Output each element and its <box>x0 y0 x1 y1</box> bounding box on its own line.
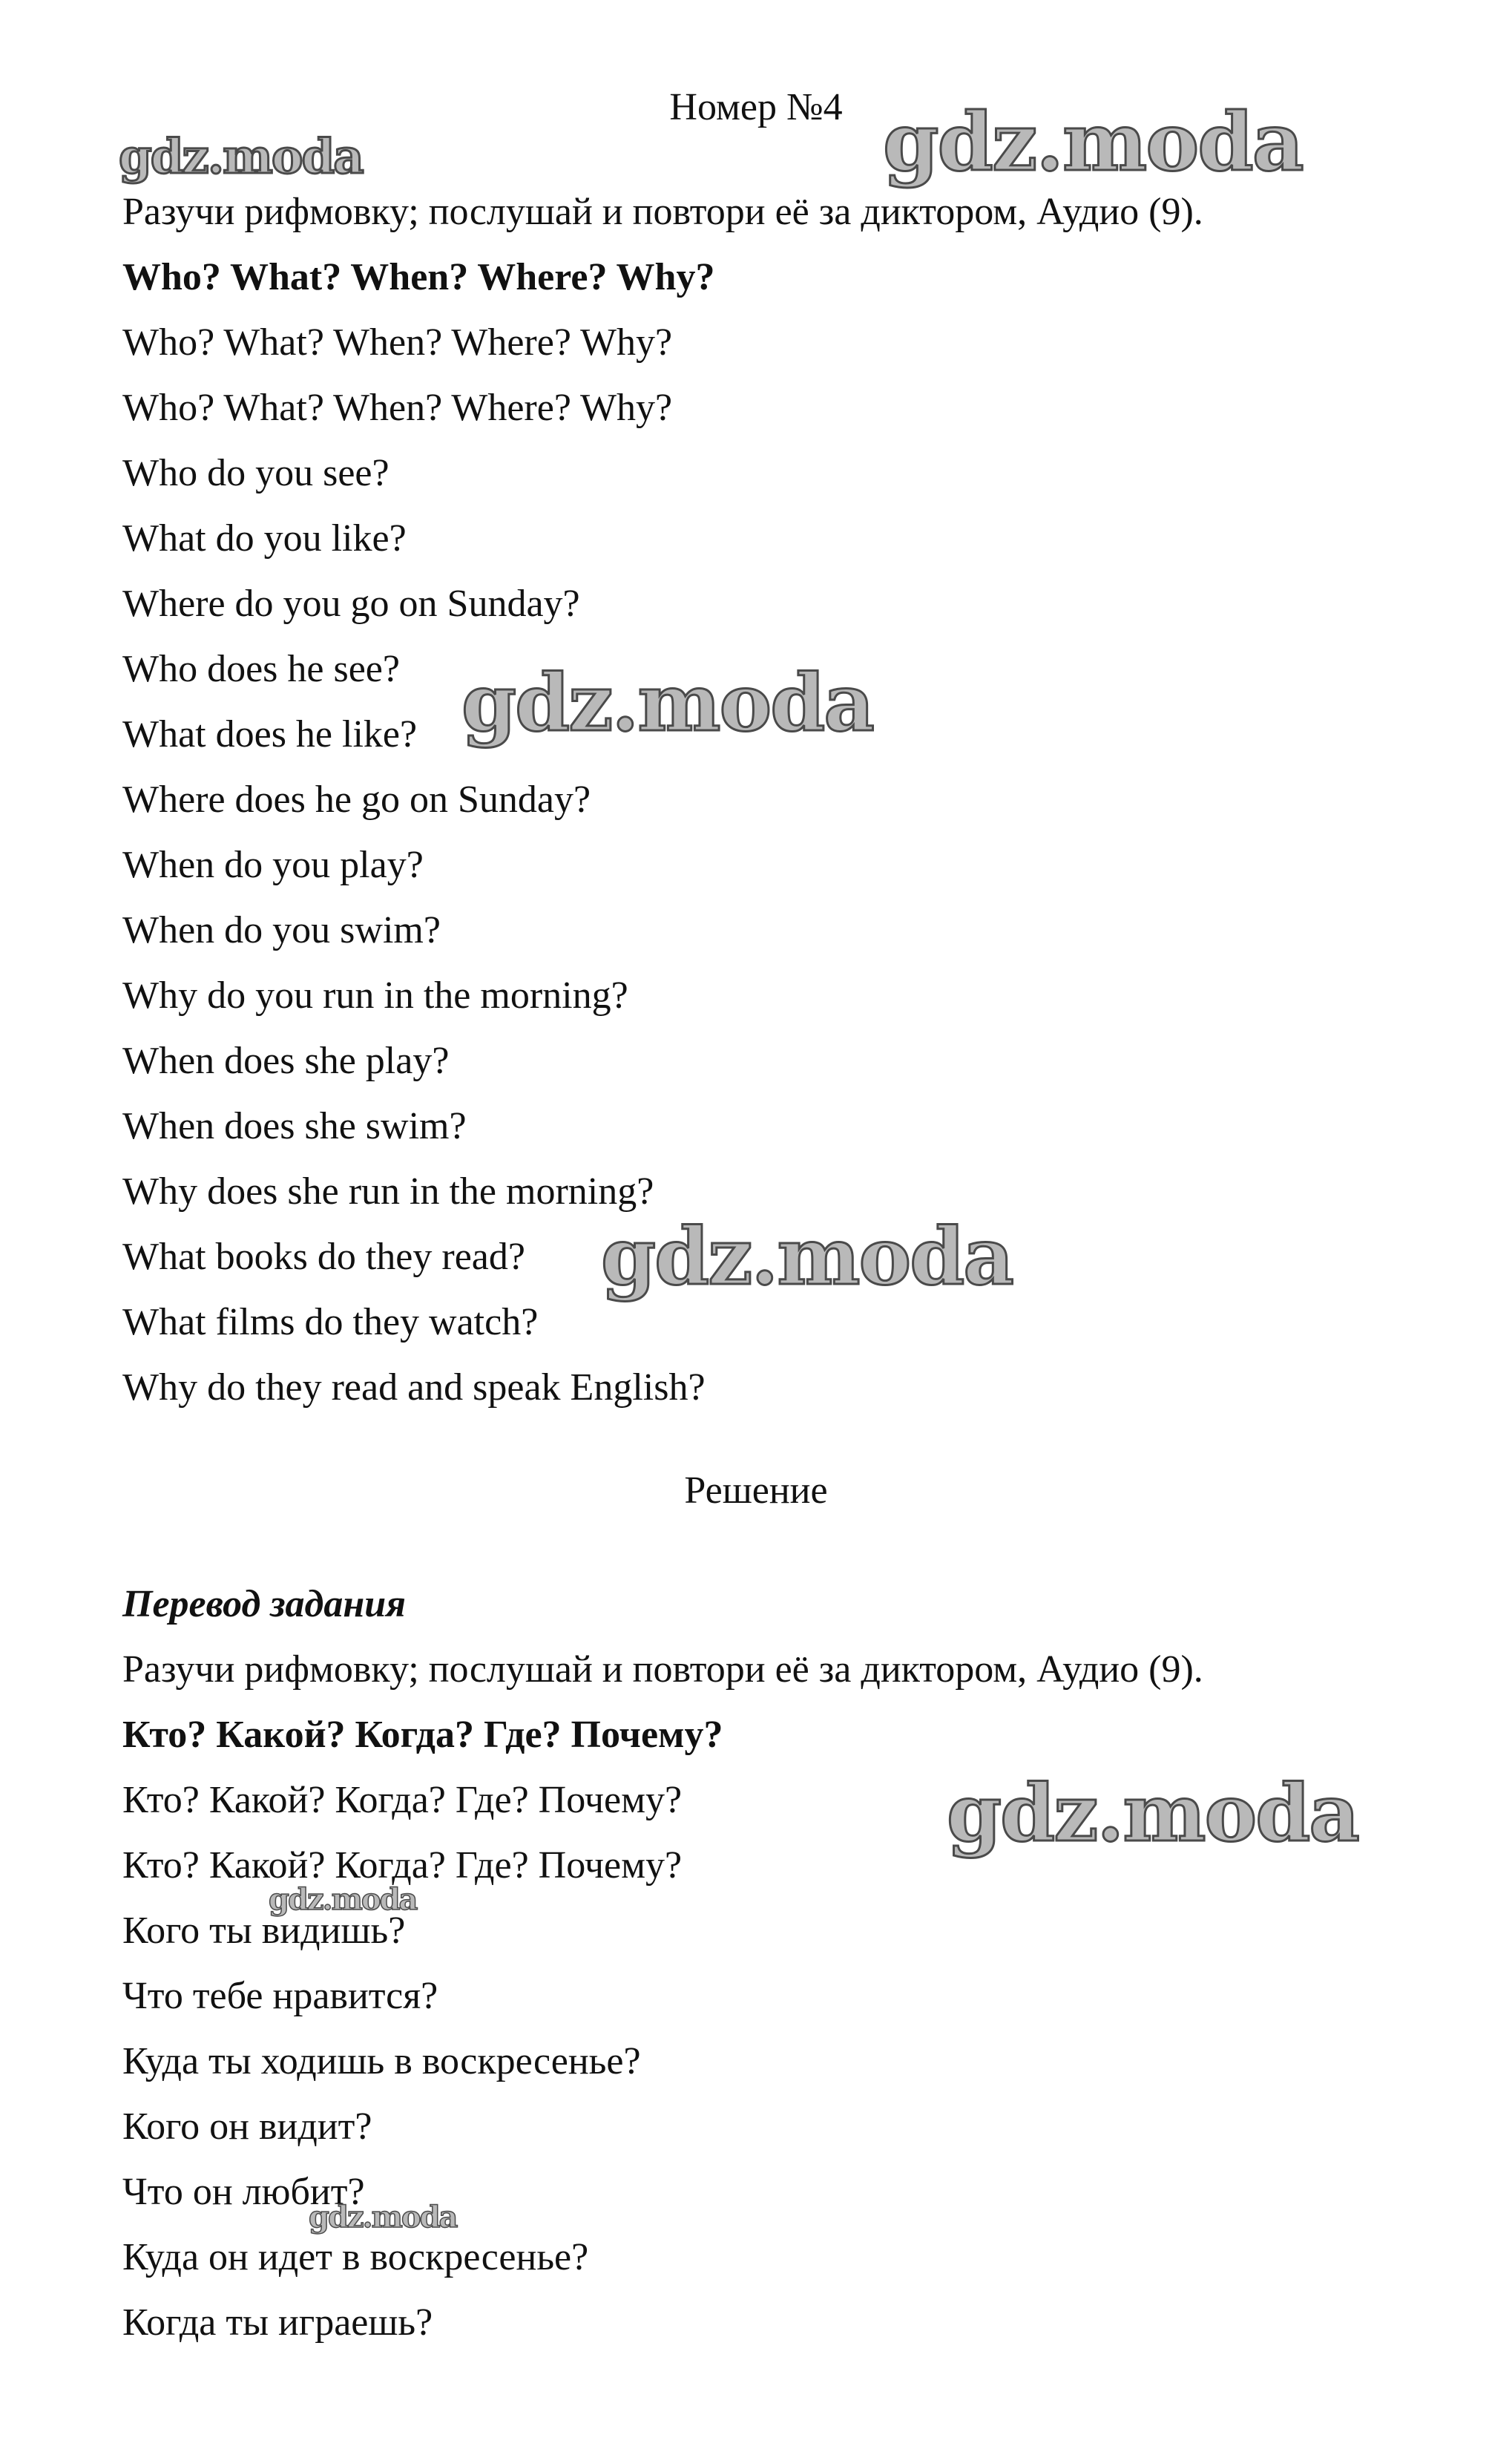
solution-line: Куда ты ходишь в воскресенье? <box>122 2040 641 2082</box>
watermark-logo: gdz.moda <box>883 96 1303 189</box>
task-line: Who do you see? <box>122 452 389 494</box>
solution-text <box>122 1572 1203 2356</box>
page-title: Номер №4 <box>669 86 843 128</box>
solution-line: Кого ты видишь? <box>122 1910 406 1952</box>
watermark-logo: gdz.moda <box>947 1766 1358 1859</box>
task-line: What do you like? <box>122 517 407 560</box>
task-line: When do you play? <box>122 844 424 886</box>
task-line: When does she swim? <box>122 1105 467 1147</box>
task-line: Who does he see? <box>122 648 400 690</box>
solution-line: Когда ты играешь? <box>122 2301 433 2344</box>
task-line: Why do you run in the morning? <box>122 974 628 1017</box>
watermark-logo: gdz.moda <box>601 1210 1013 1302</box>
solution-line: Разучи рифмовку; послушай и повтори её за диктором, Аудио (9). <box>122 1648 1203 1691</box>
task-line: What books do they read? <box>122 1236 525 1278</box>
watermark-logo: gdz.moda <box>119 129 363 185</box>
task-line: What films do they watch? <box>122 1301 539 1343</box>
solution-line: Что тебе нравится? <box>122 1975 438 2017</box>
watermark-logo: gdz.moda <box>461 656 873 749</box>
task-line: When do you swim? <box>122 909 441 951</box>
solution-line: Куда он идет в воскресенье? <box>122 2236 589 2278</box>
task-line: Who? What? When? Where? Why? <box>122 256 715 298</box>
task-line: Where does he go on Sunday? <box>122 779 591 821</box>
solution-line: Кто? Какой? Когда? Где? Почему? <box>122 1844 683 1887</box>
task-line: Where do you go on Sunday? <box>122 583 580 625</box>
task-line: Why do they read and speak English? <box>122 1366 706 1409</box>
task-text <box>122 180 1203 1420</box>
watermark-logo: gdz.moda <box>309 2200 457 2235</box>
task-line: Разучи рифмовку; послушай и повтори её за диктором, Аудио (9). <box>122 191 1203 233</box>
task-line: What does he like? <box>122 713 418 755</box>
watermark-logo: gdz.moda <box>269 1882 417 1917</box>
solution-subheading: Перевод задания <box>122 1583 406 1625</box>
solution-line: Кто? Какой? Когда? Где? Почему? <box>122 1779 683 1821</box>
solution-heading: Решение <box>684 1469 828 1512</box>
task-line: When does she play? <box>122 1040 450 1082</box>
solution-line: Кого он видит? <box>122 2105 372 2148</box>
task-line: Who? What? When? Where? Why? <box>122 387 673 429</box>
solution-line: Кто? Какой? Когда? Где? Почему? <box>122 1714 723 1756</box>
solution-line: Что он любит? <box>122 2171 365 2213</box>
task-line: Why does she run in the morning? <box>122 1170 654 1213</box>
task-line: Who? What? When? Where? Why? <box>122 321 673 364</box>
